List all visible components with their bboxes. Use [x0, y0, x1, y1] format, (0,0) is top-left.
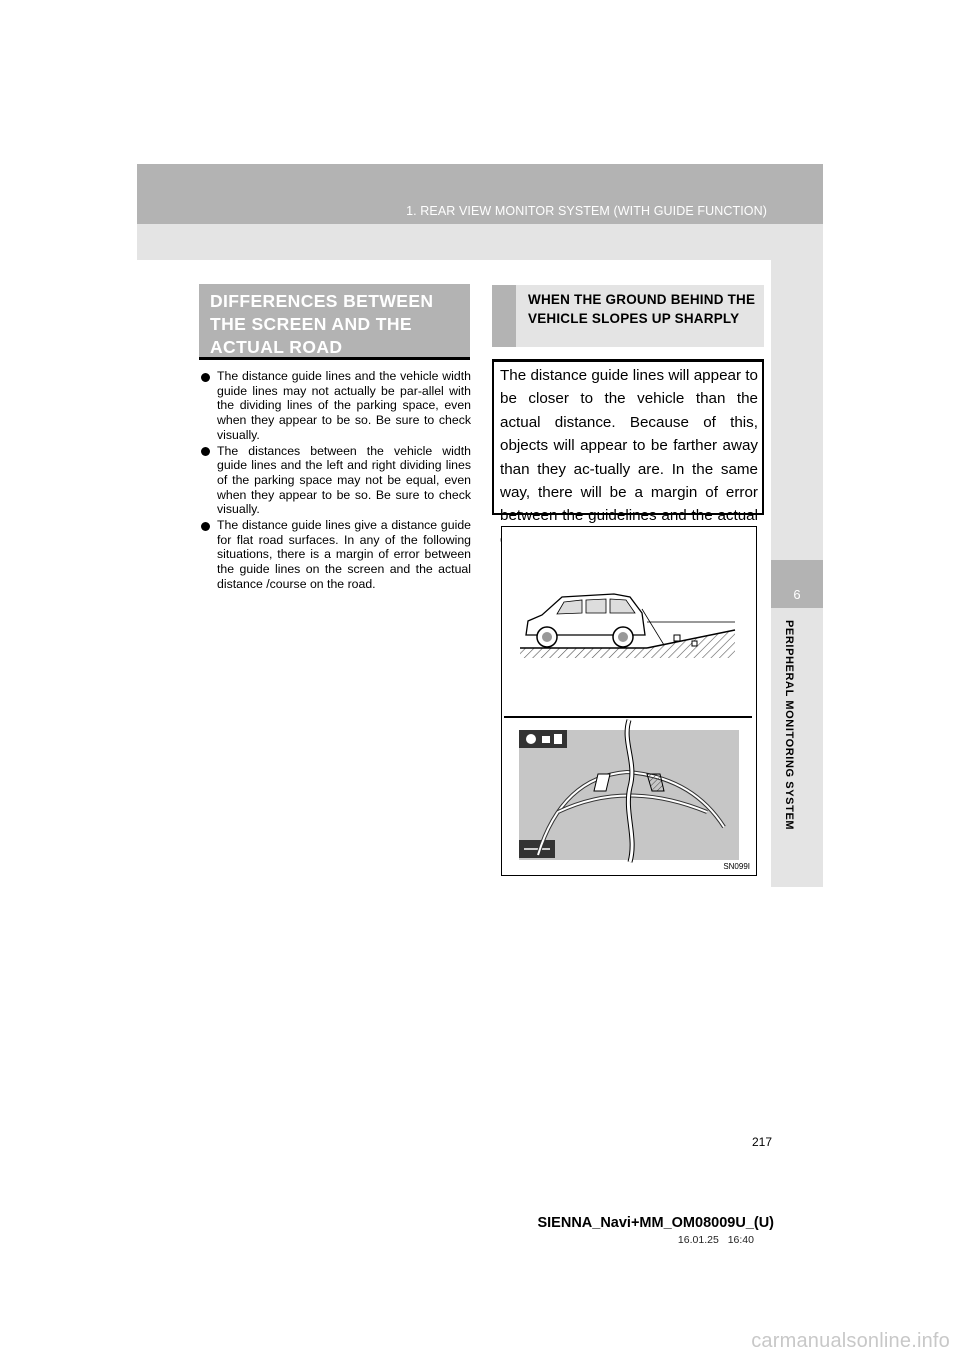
chapter-label: PERIPHERAL MONITORING SYSTEM — [783, 620, 795, 831]
bullet-text: The distance guide lines give a distance guide for flat road surfaces. In any of the following situations, there is a margin of error between the guide lines on the screen and the actual distance /course on the road. — [217, 518, 471, 591]
header-band — [137, 164, 823, 224]
list-item — [199, 369, 471, 443]
side-view-scene — [520, 594, 735, 658]
illustration-drawing — [502, 527, 756, 875]
page-number: 217 — [751, 1135, 772, 1149]
heading-accent-bar — [492, 285, 516, 347]
right-section-heading-text: WHEN THE GROUND BEHIND THE VEHICLE SLOPES UP SHARPLY — [528, 292, 756, 326]
section-title: 1. REAR VIEW MONITOR SYSTEM (WITH GUIDE FUNCTION) — [406, 204, 767, 218]
left-section-heading: DIFFERENCES BETWEEN THE SCREEN AND THE ACTUAL ROAD — [199, 284, 470, 360]
bullet-list — [199, 369, 471, 593]
document-code: SIENNA_Navi+MM_OM08009U_(U) — [537, 1215, 774, 1231]
bullet-icon — [201, 522, 210, 531]
header-subband — [137, 224, 823, 260]
watermark: carmanualsonline.info — [751, 1330, 950, 1352]
bullet-icon — [201, 447, 210, 456]
slope-illustration — [501, 526, 757, 876]
list-item — [199, 444, 471, 518]
figure-code: SN099I — [723, 862, 750, 871]
slope-explanation-box: The distance guide lines will appear to be closer to the vehicle than the actual distance. Because of this, objects will appear to be farther away than they ac-tually are. In the same way, there will be a margin of error between the guidelines and the actual — [492, 359, 764, 515]
list-item — [199, 518, 471, 592]
camera-view-scene — [519, 720, 739, 862]
chapter-number: 6 — [771, 560, 823, 608]
bullet-text: The distances between the vehicle width guide lines and the left and right dividing lines of the parking space may not be equal, even when they appear to be so. Be sure to check visually. — [217, 443, 471, 517]
bullet-icon — [201, 373, 210, 382]
right-section-heading — [492, 285, 764, 347]
print-date: 16.01.25 16:40 — [677, 1234, 754, 1246]
bullet-text: The distance guide lines and the vehicle width guide lines may not actually be par-allel with the dividing lines of the parking space, even when they appear to be so. Be sure to check visually. — [217, 369, 471, 442]
